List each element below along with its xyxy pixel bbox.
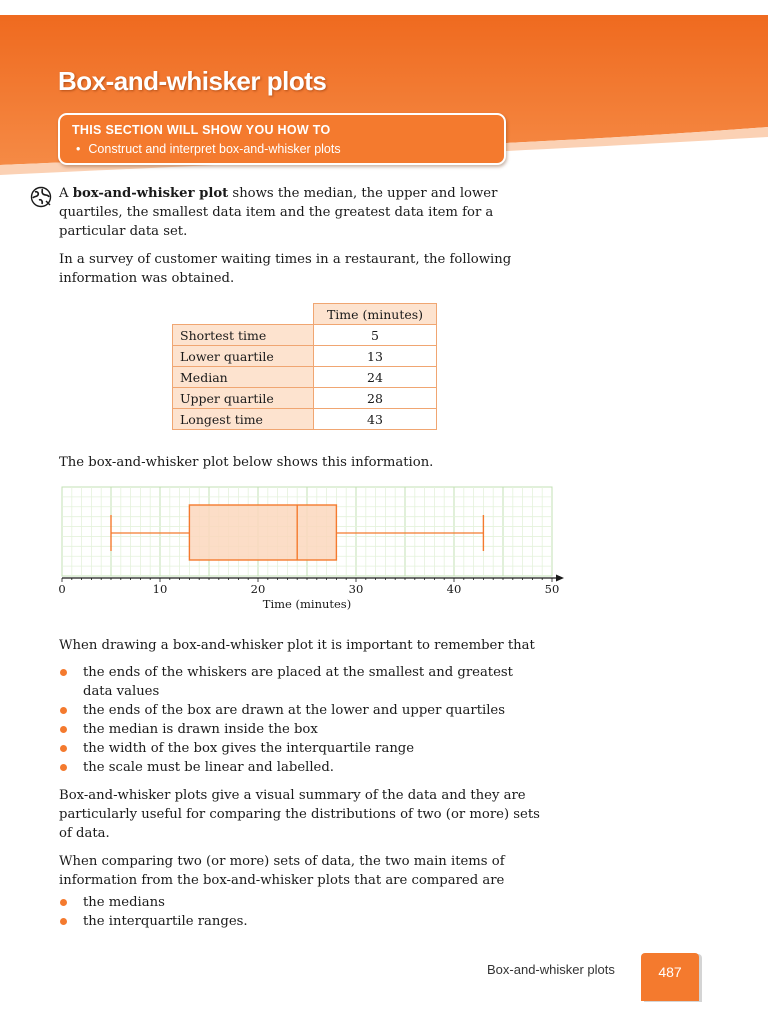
table-cell: 13 — [314, 346, 437, 367]
x-tick-label: 0 — [58, 582, 66, 596]
box-interquartile — [189, 505, 336, 560]
table-column-header: Time (minutes) — [314, 304, 437, 325]
comparing-list — [59, 893, 539, 931]
table-row-label: Median — [173, 367, 314, 388]
page-number: 487 — [641, 953, 699, 1001]
remember-list — [59, 663, 539, 777]
x-tick-label: 30 — [348, 582, 364, 596]
x-axis-arrow-icon — [556, 575, 564, 582]
survey-paragraph: In a survey of customer waiting times in a restaurant, the following information was obtained. — [59, 252, 512, 286]
list-item: the medians — [59, 893, 539, 912]
table-row-label: Upper quartile — [173, 388, 314, 409]
list-item: the ends of the box are drawn at the lower and upper quartiles — [59, 701, 539, 720]
comparing-intro: When comparing two (or more) sets of data, the two main items of information from the box-and-whisker plots that are compared are — [59, 854, 505, 888]
table-cell: 43 — [314, 409, 437, 430]
remember-intro: When drawing a box-and-whisker plot it is important to remember that — [59, 638, 535, 653]
key-term: box-and-whisker plot — [72, 186, 229, 201]
footer-chapter-label: Box-and-whisker plots — [487, 962, 615, 977]
box-and-whisker-chart — [55, 484, 575, 619]
list-item: the width of the box gives the interquartile range — [59, 739, 539, 758]
table-header-row — [173, 304, 437, 325]
x-tick-label: 20 — [250, 582, 266, 596]
table-cell: 5 — [314, 325, 437, 346]
table-row — [173, 367, 437, 388]
table-cell: 28 — [314, 388, 437, 409]
list-item: the median is drawn inside the box — [59, 720, 539, 739]
table-row-label: Lower quartile — [173, 346, 314, 367]
page-title: Box-and-whisker plots — [58, 66, 327, 96]
list-item: the scale must be linear and labelled. — [59, 758, 539, 777]
summary-table — [172, 303, 437, 430]
section-objective-item — [72, 142, 492, 156]
section-heading: THIS SECTION WILL SHOW YOU HOW TO — [72, 123, 331, 137]
x-axis-label: Time (minutes) — [262, 597, 352, 611]
list-item: the ends of the whiskers are placed at the smallest and greatest data values — [59, 663, 539, 701]
table-row-label: Longest time — [173, 409, 314, 430]
plot-intro: The box-and-whisker plot below shows this information. — [59, 455, 434, 470]
section-objective-text: Construct and interpret box-and-whisker plots — [88, 142, 341, 156]
intro-lead: A — [59, 186, 73, 201]
summary-paragraph: Box-and-whisker plots give a visual summary of the data and they are particularly useful for comparing the distributions of two (or more) sets of data. — [59, 788, 540, 841]
table-row — [173, 388, 437, 409]
table-row — [173, 409, 437, 430]
table-row — [173, 325, 437, 346]
table-corner — [173, 304, 314, 325]
globe-icon — [30, 186, 52, 208]
x-tick-label: 10 — [152, 582, 168, 596]
intro-paragraph — [59, 184, 559, 241]
table-cell: 24 — [314, 367, 437, 388]
bullet-icon: • — [76, 142, 81, 156]
x-tick-label: 40 — [446, 582, 462, 596]
table-row-label: Shortest time — [173, 325, 314, 346]
intro-rest: shows the median, the upper and lower quartiles, the smallest data item and the greatest data item for a particular data set. — [59, 186, 498, 239]
table-row — [173, 346, 437, 367]
section-objectives-box — [58, 113, 506, 165]
x-tick-label: 50 — [544, 582, 560, 596]
list-item: the interquartile ranges. — [59, 912, 539, 931]
